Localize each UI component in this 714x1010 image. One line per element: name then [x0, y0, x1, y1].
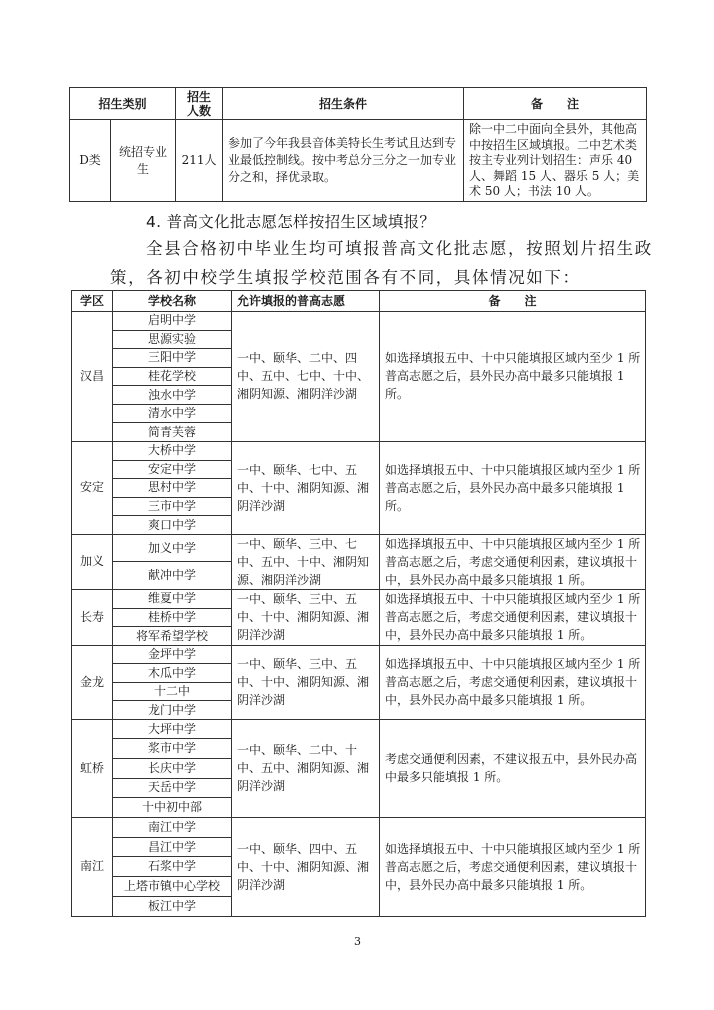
- school-name-cell: 龙门中学: [113, 701, 232, 720]
- allowed-choices-cell: 一中、颐华、二中、四中、五中、七中、十中、湘阴知源、湘阴洋沙湖: [232, 312, 380, 442]
- header-remarks: 备 注: [380, 291, 646, 312]
- table-row: [72, 534, 646, 562]
- header-district: 学区: [72, 291, 113, 312]
- school-name-cell: 桂桥中学: [113, 608, 232, 627]
- table-header-row: [70, 88, 647, 120]
- count-cell: 211人: [176, 120, 223, 202]
- district-cell: 金龙: [72, 645, 113, 719]
- district-cell: 汉昌: [72, 312, 113, 442]
- table-row: [72, 441, 646, 460]
- conditions-cell: 参加了今年我县音体美特长生考试且达到专业最低控制线。按中考总分三分之一加专业分之和，择优录取。: [223, 120, 464, 202]
- school-name-cell: 长庆中学: [113, 759, 232, 779]
- school-name-cell: 上塔市镇中心学校: [113, 877, 232, 897]
- enrollment-category-table: [69, 87, 647, 202]
- school-name-cell: 大坪中学: [113, 719, 232, 739]
- table-row: [70, 120, 647, 202]
- paragraph-line-2: 策，各初中校学生填报学校范围各有不同，具体情况如下：: [110, 268, 581, 287]
- table-row: [72, 312, 646, 331]
- district-cell: 安定: [72, 441, 113, 534]
- school-name-cell: 十中初中部: [113, 798, 232, 818]
- district-cell: 南江: [72, 817, 113, 916]
- school-name-cell: 昌江中学: [113, 837, 232, 857]
- section-heading: 4. 普高文化批志愿怎样按招生区域填报？: [146, 213, 436, 231]
- school-name-cell: 清水中学: [113, 404, 232, 423]
- table-row: [72, 645, 646, 664]
- allowed-choices-cell: 一中、颐华、四中、五中、十中、湘阴知源、湘阴洋沙湖: [232, 817, 380, 916]
- school-name-cell: 大桥中学: [113, 441, 232, 460]
- table-row: [72, 589, 646, 608]
- district-cell: 长寿: [72, 589, 113, 645]
- school-name-cell: 十二中: [113, 682, 232, 701]
- allowed-choices-cell: 一中、颐华、七中、五中、十中、湘阴知源、湘阴洋沙湖: [232, 441, 380, 534]
- allowed-choices-cell: 一中、颐华、三中、七中、五中、十中、湘阴知源、湘阴洋沙湖: [232, 534, 380, 589]
- header-school: 学校名称: [113, 291, 232, 312]
- remarks-cell: 如选择填报五中、十中只能填报区域内至少 1 所普高志愿之后，考虑交通便利因素，建议填报十中，县外民办高中最多只能填报 1 所。: [380, 817, 646, 916]
- remarks-cell: 如选择填报五中、十中只能填报区域内至少 1 所普高志愿之后，考虑交通便利因素，建议填报十中，县外民办高中最多只能填报 1 所。: [380, 645, 646, 719]
- school-name-cell: 浆市中学: [113, 739, 232, 759]
- header-conditions: 招生条件: [223, 88, 464, 120]
- class-cell: D类: [70, 120, 111, 202]
- header-category: 招生类别: [70, 88, 176, 120]
- school-name-cell: 金坪中学: [113, 645, 232, 664]
- school-name-cell: 石浆中学: [113, 857, 232, 877]
- school-name-cell: 思村中学: [113, 479, 232, 498]
- school-name-cell: 思源实验: [113, 330, 232, 349]
- allowed-choices-cell: 一中、颐华、三中、五中、十中、湘阴知源、湘阴洋沙湖: [232, 589, 380, 645]
- district-school-table: [71, 290, 646, 917]
- district-table-body: [72, 312, 646, 917]
- school-name-cell: 木瓜中学: [113, 664, 232, 683]
- school-name-cell: 浊水中学: [113, 386, 232, 405]
- school-name-cell: 三阳中学: [113, 349, 232, 368]
- school-name-cell: 南江中学: [113, 817, 232, 837]
- allowed-choices-cell: 一中、颐华、三中、五中、十中、湘阴知源、湘阴洋沙湖: [232, 645, 380, 719]
- table-header-row: [72, 291, 646, 312]
- table-row: [72, 719, 646, 739]
- school-name-cell: 献冲中学: [113, 562, 232, 590]
- remarks-cell: 如选择填报五中、十中只能填报区域内至少 1 所普高志愿之后，考虑交通便利因素，建议填报十中，县外民办高中最多只能填报 1 所。: [380, 534, 646, 589]
- school-name-cell: 三市中学: [113, 497, 232, 516]
- remarks-cell: 如选择填报五中、十中只能填报区域内至少 1 所普高志愿之后，县外民办高中最多只能填报 1 所。: [380, 441, 646, 534]
- header-remarks: 备 注: [464, 88, 647, 120]
- page-number: 3: [354, 935, 361, 948]
- table-row: [72, 817, 646, 837]
- type-cell: 统招专业生: [111, 120, 176, 202]
- school-name-cell: 天岳中学: [113, 778, 232, 798]
- school-name-cell: 启明中学: [113, 312, 232, 331]
- school-name-cell: 维夏中学: [113, 589, 232, 608]
- school-name-cell: 爽口中学: [113, 516, 232, 535]
- allowed-choices-cell: 一中、颐华、二中、十中、五中、湘阴知源、湘阴洋沙湖: [232, 719, 380, 817]
- school-name-cell: 简青芙蓉: [113, 423, 232, 442]
- school-name-cell: 加义中学: [113, 534, 232, 562]
- school-name-cell: 桂花学校: [113, 367, 232, 386]
- remarks-cell: 除一中二中面向全县外，其他高中按招生区域填报。二中艺术类按主专业列计划招生：声乐 40 人、舞蹈 15 人、器乐 5 人；美术 50 人；书法 10 人。: [464, 120, 647, 202]
- header-count: 招生人数: [176, 88, 223, 120]
- district-cell: 虹桥: [72, 719, 113, 817]
- paragraph-line-1: 全县合格初中毕业生均可填报普高文化批志愿，按照划片招生政: [146, 239, 653, 258]
- header-choices: 允许填报的普高志愿: [232, 291, 380, 312]
- district-cell: 加义: [72, 534, 113, 589]
- school-name-cell: 板江中学: [113, 897, 232, 917]
- school-name-cell: 安定中学: [113, 460, 232, 479]
- remarks-cell: 如选择填报五中、十中只能填报区域内至少 1 所普高志愿之后，县外民办高中最多只能填报 1 所。: [380, 312, 646, 442]
- remarks-cell: 如选择填报五中、十中只能填报区域内至少 1 所普高志愿之后，考虑交通便利因素，建议填报十中，县外民办高中最多只能填报 1 所。: [380, 589, 646, 645]
- school-name-cell: 将军希望学校: [113, 627, 232, 646]
- remarks-cell: 考虑交通便利因素，不建议报五中，县外民办高中最多只能填报 1 所。: [380, 719, 646, 817]
